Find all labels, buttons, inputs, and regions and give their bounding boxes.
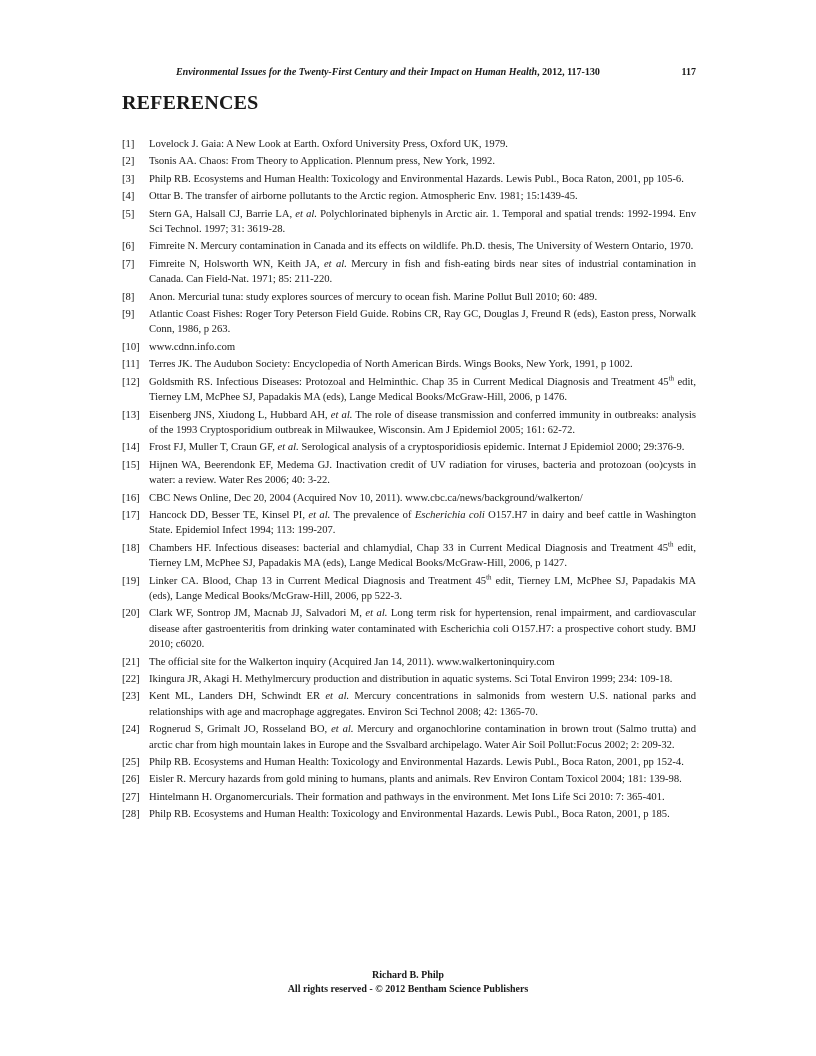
- reference-text-segment: Goldsmith RS. Infectious Diseases: Protozoal and Helminthic. Chap 35 in Current Medical Diagnosis and Treatment 45: [149, 376, 669, 388]
- italic-text: et al.: [277, 442, 299, 454]
- reference-text-segment: Stern GA, Halsall CJ, Barrie LA,: [149, 208, 296, 220]
- reference-text-segment: The official site for the Walkerton inquiry (Acquired Jan 14, 2011). www.walkertoninquiry.com: [149, 656, 555, 668]
- reference-text: [149, 722, 696, 753]
- reference-item: [122, 207, 696, 238]
- reference-item: [122, 357, 696, 372]
- reference-text-segment: Philp RB. Ecosystems and Human Health: Toxicology and Environmental Hazards. Lewis Publ., Boca Raton, 2001, pp 152-4.: [149, 757, 684, 769]
- reference-number: [26]: [122, 774, 140, 786]
- reference-text-segment: Rognerud S, Grimalt JO, Rosseland BO,: [149, 724, 332, 736]
- reference-number: [9]: [122, 309, 135, 321]
- reference-item: [122, 440, 696, 455]
- reference-number: [16]: [122, 492, 140, 504]
- reference-item: [122, 307, 696, 338]
- reference-text-segment: Hancock DD, Besser TE, Kinsel PI,: [149, 509, 309, 521]
- reference-item: [122, 137, 696, 152]
- reference-text: [149, 290, 696, 305]
- reference-item: [122, 655, 696, 670]
- reference-item: [122, 689, 696, 720]
- reference-number: [17]: [122, 509, 140, 521]
- reference-text: [149, 375, 696, 406]
- reference-text: [149, 491, 696, 506]
- reference-number: [12]: [122, 376, 140, 388]
- reference-item: [122, 189, 696, 204]
- reference-item: [122, 491, 696, 506]
- reference-item: [122, 239, 696, 254]
- italic-text: et al.: [365, 608, 388, 620]
- reference-text: [149, 239, 696, 254]
- reference-number: [14]: [122, 442, 140, 454]
- reference-text-segment: Mercury and organochlorine contamination in brown trout (Salmo trutta) and arctic char from high mountain lakes in Europe and the Ssvalbard archipelago. Water Air Soil Pollut:Focus 2002; 2: 209-32.: [149, 724, 696, 751]
- reference-text-segment: Lovelock J. Gaia: A New Look at Earth. Oxford University Press, Oxford UK, 1979.: [149, 139, 508, 150]
- italic-text: et al.: [308, 509, 331, 521]
- reference-text-segment: Philp RB. Ecosystems and Human Health: Toxicology and Environmental Hazards. Lewis Publ., Boca Raton, 2001, p 185.: [149, 809, 670, 821]
- reference-number: [19]: [122, 575, 140, 587]
- reference-text-segment: Hijnen WA, Beerendonk EF, Medema GJ. Inactivation credit of UV radiation for viruses, bacteria and protozoan (oo)cysts in water: a review. Water Res 2006; 40: 3-22.: [149, 459, 696, 487]
- reference-number: [8]: [122, 291, 135, 303]
- reference-item: [122, 790, 696, 805]
- reference-text: [149, 606, 696, 652]
- footer-rights: All rights reserved - © 2012 Bentham Science Publishers: [287, 984, 529, 995]
- reference-number: [5]: [122, 208, 135, 220]
- reference-number: [23]: [122, 691, 140, 703]
- italic-text: et al.: [331, 724, 354, 736]
- reference-number: [6]: [122, 241, 135, 253]
- reference-text-segment: Mercury concentrations in salmonids from western U.S. national parks and relationships with age and macrophage aggregates. Environ Sci Technol 2008; 42: 1365-70.: [149, 691, 697, 718]
- reference-item: [122, 340, 696, 355]
- reference-number: [13]: [122, 409, 140, 421]
- italic-text: et al.: [330, 409, 353, 421]
- reference-text: [149, 508, 696, 539]
- reference-text-segment: Atlantic Coast Fishes: Roger Tory Peterson Field Guide. Robins CR, Ray GC, Douglas J, Freund R (eds), Easton press, Norwalk Conn, 1986, p 263.: [149, 309, 696, 336]
- reference-text-segment: Anon. Mercurial tuna: study explores sources of mercury to ocean fish. Marine Pollut Bull 2010; 60: 489.: [149, 291, 598, 303]
- reference-text: [149, 357, 696, 372]
- reference-text-segment: O157.H7 in dairy and beef cattle in Washington State. Epidemiol Infect 1994; 113: 199-207.: [149, 509, 696, 537]
- reference-number: [25]: [122, 757, 140, 769]
- reference-text-segment: Clark WF, Sontrop JM, Macnab JJ, Salvadori M,: [149, 608, 366, 620]
- reference-item: [122, 290, 696, 305]
- italic-text: Escherichia coli: [414, 509, 485, 521]
- reference-text: [149, 189, 696, 204]
- reference-number: [3]: [122, 173, 135, 185]
- reference-text: [149, 672, 696, 687]
- reference-item: [122, 722, 696, 753]
- reference-text-segment: edit, Tierney LM, McPhee SJ, Papadakis MA (eds), Lange Medical Books/McGraw-Hill, 2006, pp 522-3.: [149, 575, 697, 602]
- reference-item: [122, 408, 696, 439]
- reference-text-segment: Eisler R. Mercury hazards from gold mining to humans, plants and animals. Rev Environ Contam Toxicol 2004; 181: 139-98.: [149, 774, 682, 786]
- page-footer: [0, 969, 816, 997]
- reference-item: [122, 154, 696, 169]
- reference-number: [27]: [122, 791, 140, 803]
- ordinal-superscript: th: [486, 573, 492, 582]
- reference-item: [122, 606, 696, 652]
- reference-item: [122, 755, 696, 770]
- reference-text-segment: Terres JK. The Audubon Society: Encyclopedia of North American Birds. Wings Books, New York, 1991, p 1002.: [149, 359, 633, 371]
- reference-item: [122, 257, 696, 288]
- reference-text-segment: Fimreite N, Holsworth WN, Keith JA,: [149, 258, 324, 270]
- reference-text: [149, 207, 696, 238]
- reference-item: [122, 172, 696, 187]
- reference-text: [149, 574, 696, 605]
- reference-number: [2]: [122, 156, 135, 168]
- reference-text-segment: Mercury in fish and fish-eating birds near sites of industrial contamination in Canada. Can Field-Nat. 1971; 85: 211-220.: [149, 258, 696, 286]
- page-number: 117: [681, 67, 696, 78]
- reference-text-segment: Frost FJ, Muller T, Craun GF,: [149, 442, 278, 454]
- reference-text-segment: Serological analysis of a cryptosporidiosis epidemic. Internat J Epidemiol 2000; 29:376-9.: [298, 442, 685, 454]
- italic-text: et al.: [295, 208, 317, 220]
- journal-title: Environmental Issues for the Twenty-First Century and their Impact on Human Health: [176, 67, 538, 78]
- reference-number: [18]: [122, 542, 140, 554]
- reference-item: [122, 574, 696, 605]
- reference-text: [149, 154, 696, 169]
- reference-number: [21]: [122, 656, 140, 668]
- reference-text: [149, 408, 696, 439]
- reference-text-segment: The prevalence of: [330, 509, 415, 521]
- reference-item: [122, 807, 696, 822]
- reference-item: [122, 541, 696, 572]
- reference-text: [149, 755, 696, 770]
- reference-text-segment: www.cdnn.info.com: [149, 341, 236, 353]
- reference-text: [149, 458, 696, 489]
- running-header: [176, 67, 696, 78]
- reference-number: [20]: [122, 608, 140, 620]
- reference-text-segment: Fimreite N. Mercury contamination in Canada and its effects on wildlife. Ph.D. thesis, The University of Western Ontario, 1970.: [149, 241, 694, 253]
- reference-text-segment: CBC News Online, Dec 20, 2004 (Acquired Nov 10, 2011). www.cbc.ca/news/background/walkerton/: [149, 492, 583, 504]
- reference-text: [149, 307, 696, 338]
- ordinal-superscript: th: [668, 374, 675, 383]
- reference-item: [122, 672, 696, 687]
- reference-text: [149, 541, 696, 572]
- reference-text-segment: Linker CA. Blood, Chap 13 in Current Medical Diagnosis and Treatment 45: [149, 575, 487, 587]
- reference-list: [122, 137, 696, 825]
- reference-text: [149, 172, 696, 187]
- reference-text: [149, 257, 696, 288]
- reference-item: [122, 772, 696, 787]
- reference-number: [1]: [122, 139, 135, 150]
- reference-text-segment: Eisenberg JNS, Xiudong L, Hubbard AH,: [149, 409, 331, 421]
- section-title: REFERENCES: [122, 92, 259, 114]
- reference-text-segment: Ikingura JR, Akagi H. Methylmercury production and distribution in aquatic systems. Sci Total Environ 1999; 234: 109-18.: [149, 674, 673, 685]
- reference-number: [15]: [122, 459, 140, 471]
- reference-item: [122, 375, 696, 406]
- footer-author: Richard B. Philp: [372, 970, 444, 981]
- reference-text: [149, 807, 696, 822]
- citation: , 2012, 117-130: [537, 67, 600, 78]
- reference-text: [149, 689, 696, 720]
- reference-number: [28]: [122, 809, 140, 821]
- reference-text-segment: Philp RB. Ecosystems and Human Health: Toxicology and Environmental Hazards. Lewis Publ., Boca Raton, 2001, pp 105-6.: [149, 173, 684, 185]
- reference-number: [24]: [122, 724, 140, 736]
- reference-text: [149, 340, 696, 355]
- reference-text-segment: Polychlorinated biphenyls in Arctic air. 1. Temporal and spatial trends: 1992-1994. Env Sci Technol. 1997; 31: 3619-28.: [149, 208, 696, 236]
- reference-text-segment: edit, Tierney LM, McPhee SJ, Papadakis MA (eds), Lange Medical Books/McGraw-Hill, 2006, p 1427.: [149, 542, 697, 570]
- reference-text-segment: The role of disease transmission and conferred immunity in outbreaks: analysis of the 1993 Cryptosporidium outbreak in Milwaukee, Wisconsin. Am J Epidemiol 2005; 161: 62-72.: [149, 409, 696, 436]
- reference-text: [149, 440, 696, 455]
- reference-number: [7]: [122, 258, 135, 270]
- reference-item: [122, 508, 696, 539]
- reference-text: [149, 137, 696, 152]
- italic-text: et al.: [325, 691, 350, 703]
- reference-text: [149, 790, 696, 805]
- reference-text-segment: edit, Tierney LM, McPhee SJ, Papadakis MA (eds), Lange Medical Books/McGraw-Hill, 2006, p 1476.: [149, 376, 696, 404]
- reference-text-segment: Ottar B. The transfer of airborne pollutants to the Arctic region. Atmospheric Env. 1981; 15:1439-45.: [149, 191, 578, 203]
- reference-text-segment: Long term risk for hypertension, renal impairment, and cardiovascular disease after gastroenteritis from drinking water contaminated with Escherichia coli O157.H7: a prospective cohort study. BMJ 2010; c6020.: [149, 608, 696, 651]
- reference-number: [4]: [122, 191, 135, 203]
- reference-text: [149, 772, 696, 787]
- reference-text-segment: Hintelmann H. Organomercurials. Their formation and pathways in the environment. Met Ions Life Sci 2010: 7: 365-401.: [149, 791, 665, 803]
- reference-item: [122, 458, 696, 489]
- reference-text-segment: Tsonis AA. Chaos: From Theory to Application. Plennum press, New York, 1992.: [149, 156, 496, 168]
- ordinal-superscript: th: [668, 540, 674, 549]
- reference-text: [149, 655, 696, 670]
- reference-number: [11]: [122, 359, 140, 371]
- reference-number: [10]: [122, 341, 140, 353]
- reference-number: [22]: [122, 674, 140, 685]
- reference-text-segment: Chambers HF. Infectious diseases: bacterial and chlamydial, Chap 33 in Current Medical Diagnosis and Treatment 45: [149, 542, 669, 554]
- reference-text-segment: Kent ML, Landers DH, Schwindt ER: [149, 691, 326, 703]
- italic-text: et al.: [323, 258, 347, 270]
